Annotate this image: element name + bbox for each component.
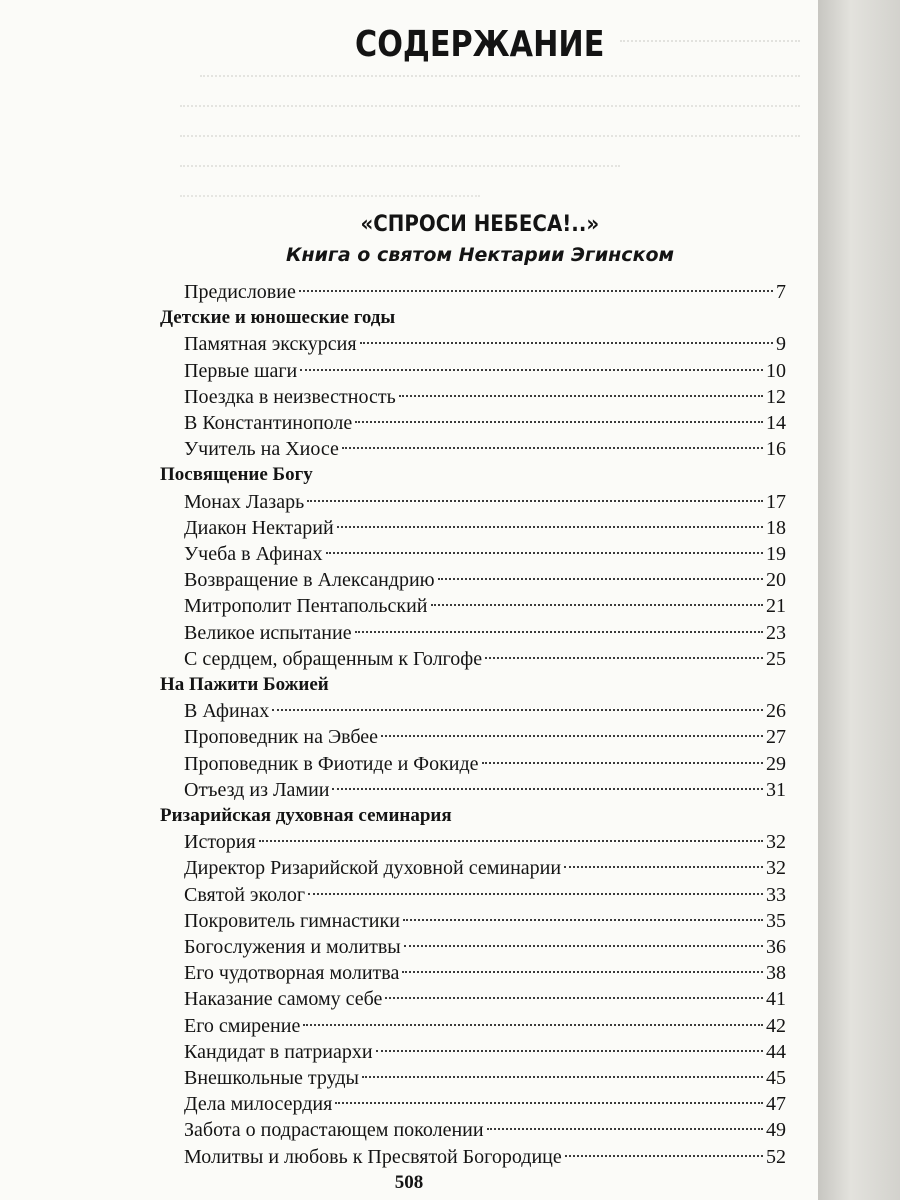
toc-entry [184,330,786,358]
dot-leader [362,1076,763,1078]
dot-leader [431,604,764,606]
toc-entry-title: Памятная экскурсия [184,333,357,356]
toc-entry-title: Великое испытание [184,621,352,644]
toc-entry-page: 17 [766,490,786,513]
toc-entry [184,278,786,306]
toc-entry [184,1038,786,1066]
toc-entry-title: Покровитель гимнастики [184,909,400,932]
toc-entry-title: С сердцем, обращенным к Голгофе [184,647,483,670]
dot-leader [259,840,763,842]
toc-entry-title: Отъезд из Ламии [184,778,330,801]
dot-leader [487,1128,763,1130]
page-title: СОДЕРЖАНИЕ [355,24,605,65]
toc-entry [184,933,786,961]
toc-entry [184,383,786,411]
toc-entry-page: 44 [766,1040,786,1063]
toc-entry-page: 9 [776,333,786,356]
page-edge [818,0,900,1200]
toc-entry [184,1090,786,1118]
toc-entry [184,828,786,856]
dot-leader [300,369,763,371]
toc-entry [184,1143,786,1171]
toc-entry-page: 23 [766,621,786,644]
toc-entry-title: Проповедник в Фиотиде и Фокиде [184,752,479,775]
toc-entry-page: 45 [766,1067,786,1089]
toc-entry-page: 16 [766,438,786,461]
toc-entry [184,645,786,673]
toc-entry-page: 35 [766,909,786,932]
toc-entry-title: Монах Лазарь [184,490,305,513]
toc-entry-title: Дела милосердия [184,1093,333,1116]
toc-entry-title: Внешкольные труды [184,1067,359,1089]
toc-entry-page: 20 [766,569,786,592]
toc-entry [184,907,786,935]
dot-leader [307,500,763,502]
dot-leader [482,762,763,764]
dot-leader [326,552,763,554]
toc-entry-title: Возвращение в Александрию [184,569,435,592]
toc-entry-title: Проповедник на Эвбее [184,726,379,749]
dot-leader [272,709,763,711]
toc-entry [184,723,786,751]
toc-entry [184,566,786,594]
page-number: 508 [394,1172,424,1193]
dot-leader [355,631,763,633]
dot-leader [335,1102,763,1104]
dot-leader [355,421,763,423]
dot-leader [360,342,773,344]
dot-leader [337,526,763,528]
book-subtitle: Книга о святом Нектарии Эгинском [285,244,675,266]
toc-entry-title: Святой эколог [184,883,306,906]
toc-entry-title: Богослужения и молитвы [184,936,401,958]
dot-leader [299,290,773,292]
toc-entry [184,435,786,463]
toc-entry-title: Забота о подрастающем поколении [184,1119,484,1142]
toc-entry-page: 7 [776,281,786,303]
toc-entry-title: Первые шаги [184,359,298,382]
toc-entry [184,514,786,542]
toc-entry [184,854,786,882]
toc-entry-page: 47 [766,1093,786,1116]
dot-leader [485,657,763,659]
toc-entry [184,881,786,909]
toc-entry-page: 32 [766,857,786,880]
toc-entry [184,357,786,385]
toc-entry-title: Кандидат в патриархи [184,1040,373,1063]
toc-entry-title: История [184,831,256,854]
toc-entry-title: Предисловие [184,281,296,303]
toc-entry-title: Митрополит Пентапольский [184,595,428,618]
toc-entry-title: Его чудотворная молитва [184,962,400,985]
toc-entry-title: Директор Ризарийской духовной семинарии [184,857,562,880]
dot-leader [438,578,763,580]
toc-entry-page: 33 [766,883,786,906]
toc-entry-title: Учеба в Афинах [184,543,323,565]
toc-entry [184,488,786,516]
dot-leader [385,997,763,999]
toc-entry-title: Наказание самому себе [184,988,383,1011]
dot-leader [565,1155,763,1157]
toc-entry-title: Молитвы и любовь к Пресвятой Богородице [184,1145,562,1168]
toc-entry-page: 27 [766,726,786,749]
toc-entry-page: 41 [766,988,786,1011]
toc-entry-title: Диакон Нектарий [184,516,334,539]
toc-entry-page: 32 [766,831,786,854]
toc-entry-page: 21 [766,595,786,618]
toc-entry-title: В Константинополе [184,412,353,434]
toc-entry-page: 42 [766,1014,786,1037]
toc-entry [184,1012,786,1040]
dot-leader [403,919,763,921]
toc-entry [184,1064,786,1092]
toc-entry-title: Учитель на Хиосе [184,438,339,461]
dot-leader [303,1024,763,1026]
dot-leader [381,735,763,737]
toc-entry-page: 25 [766,647,786,670]
toc-entry-page: 14 [766,412,786,434]
toc-entry-page: 52 [766,1145,786,1168]
toc-entry-page: 12 [766,385,786,408]
dot-leader [332,788,763,790]
toc-section-heading: Ризарийская духовная семинария [160,805,452,826]
toc-section-heading: На Пажити Божией [160,674,329,695]
dot-leader [399,395,763,397]
toc-entry [184,540,786,568]
toc-entry [184,409,786,437]
dot-leader [404,945,763,947]
toc-entry [184,697,786,725]
toc-entry-title: Его смирение [184,1014,301,1037]
toc-entry-page: 38 [766,962,786,985]
toc-entry-page: 18 [766,516,786,539]
dot-leader [308,893,763,895]
toc-entry [184,592,786,620]
toc-entry-page: 29 [766,752,786,775]
toc-entry [184,985,786,1013]
toc-entry-page: 31 [766,778,786,801]
dot-leader [376,1050,763,1052]
toc-entry-page: 36 [766,936,786,958]
dot-leader [342,447,763,449]
dot-leader [402,971,763,973]
toc-entry [184,750,786,778]
toc-section-heading: Посвящение Богу [160,464,313,486]
toc-entry-page: 10 [766,359,786,382]
toc-entry-title: Поездка в неизвестность [184,385,396,408]
toc-entry-page: 26 [766,700,786,723]
toc-entry [184,959,786,987]
toc-entry [184,1116,786,1144]
toc-entry-page: 19 [766,543,786,565]
toc-entry [184,619,786,647]
toc-section-heading: Детские и юношеские годы [160,307,396,329]
toc-entry-title: В Афинах [184,700,270,723]
book-title: «СПРОСИ НЕБЕСА!..» [360,212,600,237]
dot-leader [564,866,763,868]
toc-entry-page: 49 [766,1119,786,1142]
toc-entry [184,776,786,804]
